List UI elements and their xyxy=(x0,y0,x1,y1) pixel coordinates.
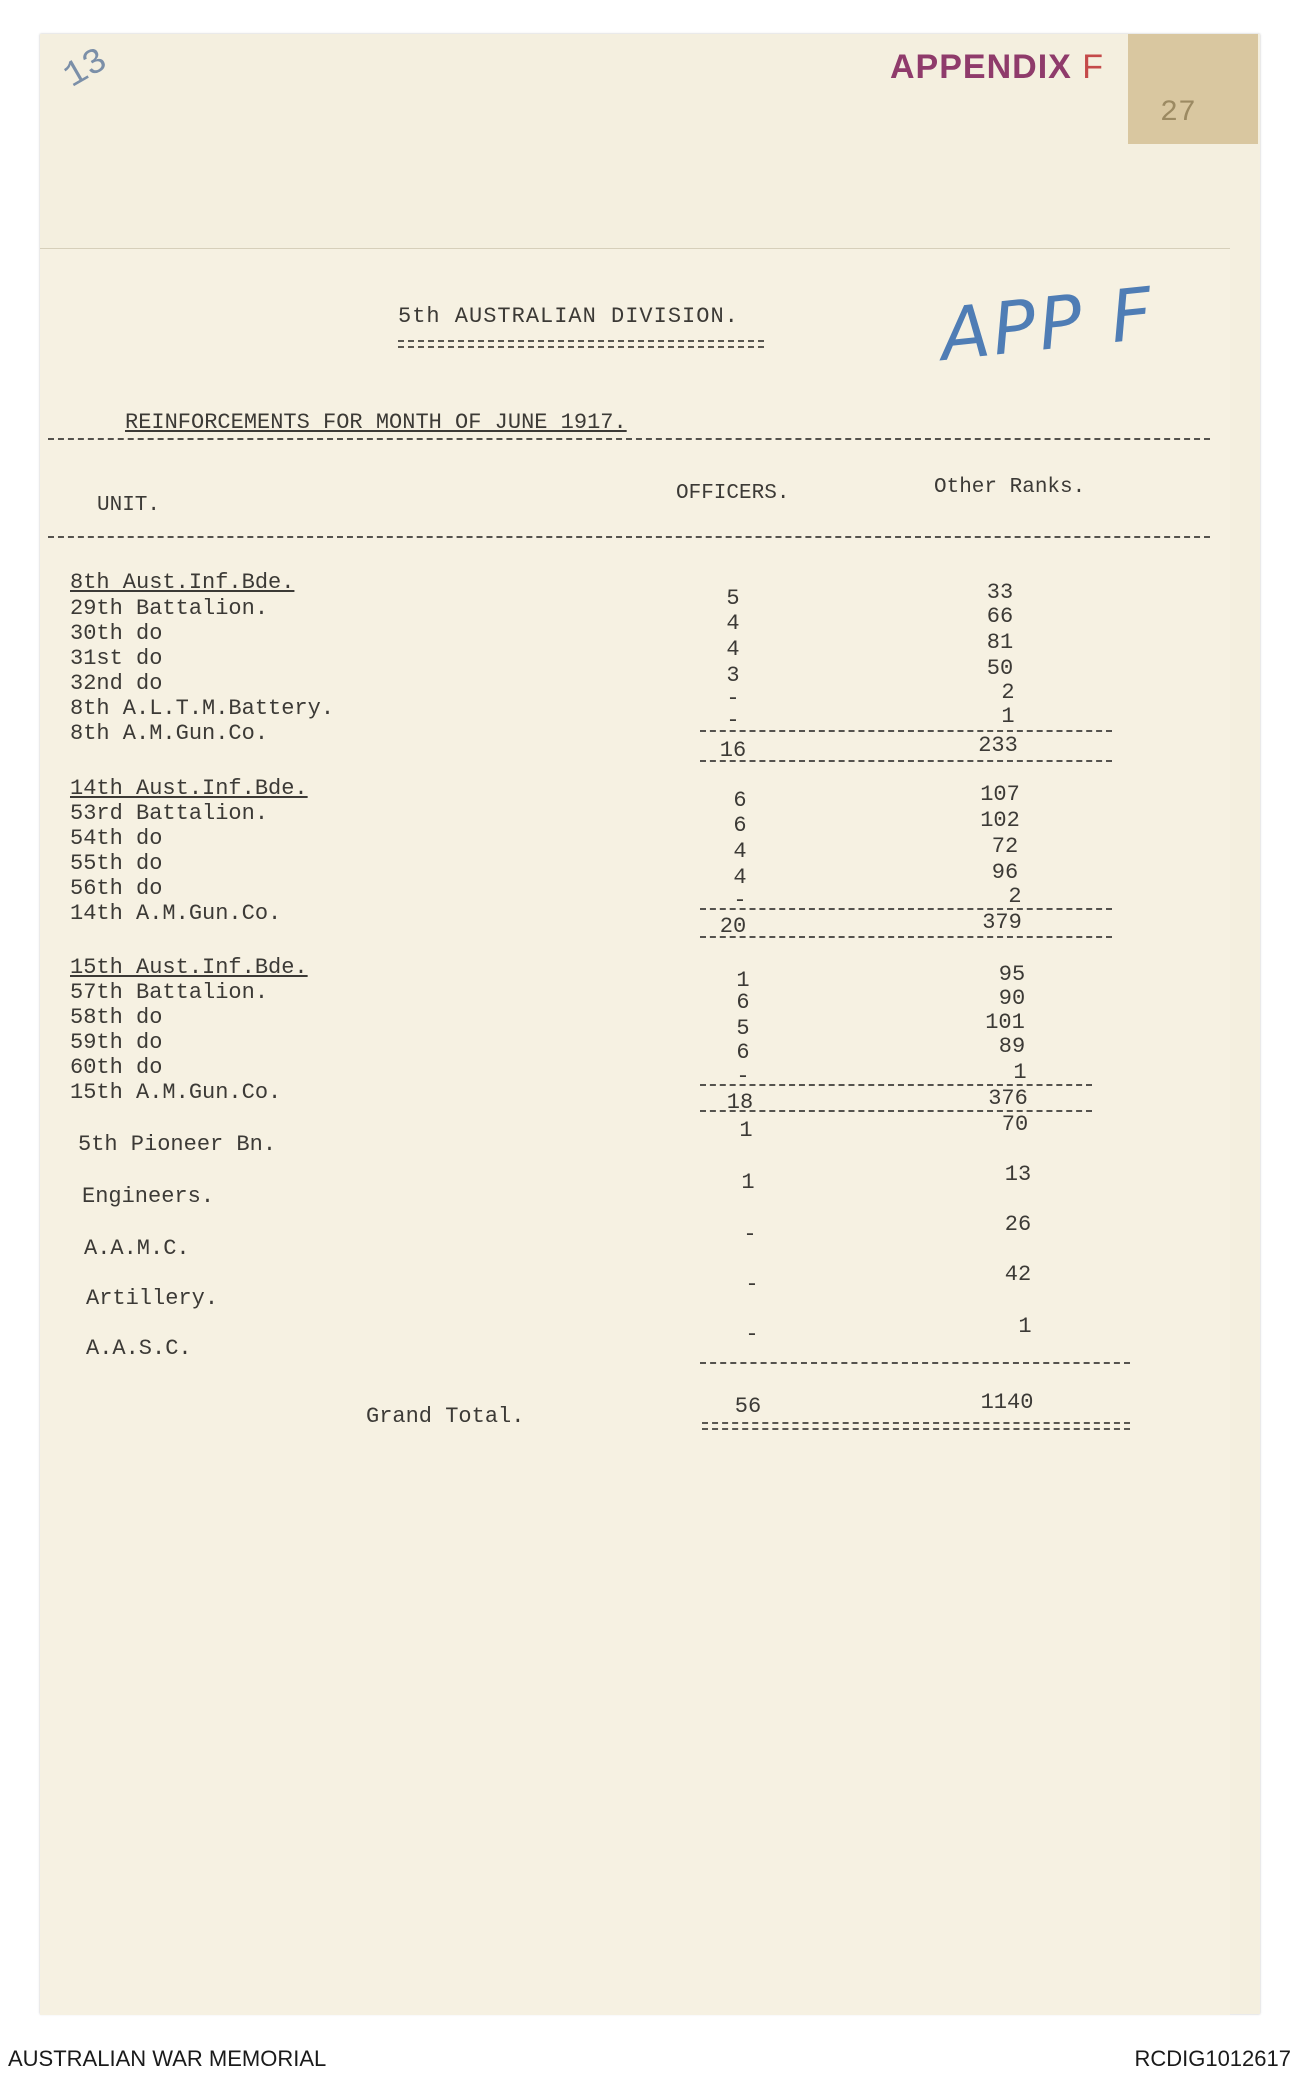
other-ranks-value: 1 xyxy=(1001,704,1015,729)
unit-name: Artillery. xyxy=(86,1286,219,1311)
officers-value: - xyxy=(726,708,740,733)
officers-value: 1 xyxy=(739,1118,753,1143)
column-header-officers: OFFICERS. xyxy=(676,482,790,505)
subtotal-other-ranks: 379 xyxy=(982,910,1022,935)
other-ranks-value: 42 xyxy=(1004,1262,1032,1287)
unit-name: 60th do xyxy=(70,1055,163,1080)
other-ranks-value: 33 xyxy=(986,580,1014,605)
grand-total-officers: 56 xyxy=(734,1394,762,1419)
other-ranks-value: 2 xyxy=(1008,884,1022,909)
other-ranks-value: 50 xyxy=(986,656,1014,681)
header-rule-top xyxy=(48,438,1210,440)
officers-value: 6 xyxy=(733,813,747,838)
brigade-heading: 14th Aust.Inf.Bde. xyxy=(70,776,308,801)
unit-name: 8th A.M.Gun.Co. xyxy=(70,721,269,746)
unit-name: 53rd Battalion. xyxy=(70,801,269,826)
other-ranks-value: 2 xyxy=(1001,680,1015,705)
officers-value: 6 xyxy=(733,788,747,813)
officers-value: 4 xyxy=(733,865,747,890)
brigade-heading: 8th Aust.Inf.Bde. xyxy=(70,570,295,595)
officers-value: 1 xyxy=(741,1170,755,1195)
grand-total-other-ranks: 1140 xyxy=(980,1390,1034,1415)
other-ranks-value: 13 xyxy=(1004,1162,1032,1187)
document-subtitle: REINFORCEMENTS FOR MONTH OF JUNE 1917. xyxy=(125,410,627,435)
unit-name: 15th A.M.Gun.Co. xyxy=(70,1080,282,1105)
officers-value: 6 xyxy=(736,990,750,1015)
officers-value: - xyxy=(745,1272,759,1297)
other-ranks-value: 66 xyxy=(986,604,1014,629)
officers-value: 1 xyxy=(736,968,750,993)
officers-value: 3 xyxy=(726,663,740,688)
grand-total-rule-top xyxy=(700,1362,1130,1364)
officers-value: 4 xyxy=(726,611,740,636)
officers-value: - xyxy=(743,1222,757,1247)
unit-name: 56th do xyxy=(70,876,163,901)
unit-name: 8th A.L.T.M.Battery. xyxy=(70,696,335,721)
other-ranks-value: 81 xyxy=(986,630,1014,655)
other-ranks-value: 96 xyxy=(991,860,1019,885)
other-ranks-value: 102 xyxy=(980,808,1020,833)
other-ranks-value: 72 xyxy=(991,834,1019,859)
grand-total-label: Grand Total. xyxy=(366,1404,525,1429)
other-ranks-value: 1 xyxy=(1018,1314,1032,1339)
unit-name: 30th do xyxy=(70,621,163,646)
unit-name: 55th do xyxy=(70,851,163,876)
subtotal-officers: 16 xyxy=(719,738,747,763)
unit-name: 32nd do xyxy=(70,671,163,696)
title-underline xyxy=(398,340,764,348)
other-ranks-value: 101 xyxy=(985,1010,1025,1035)
unit-name: 57th Battalion. xyxy=(70,980,269,1005)
unit-name: 58th do xyxy=(70,1005,163,1030)
officers-value: 5 xyxy=(726,586,740,611)
officers-value: - xyxy=(733,888,747,913)
column-header-unit: UNIT. xyxy=(97,494,161,517)
unit-name: 29th Battalion. xyxy=(70,596,269,621)
unit-name: 14th A.M.Gun.Co. xyxy=(70,901,282,926)
other-ranks-value: 1 xyxy=(1013,1060,1027,1085)
other-ranks-value: 70 xyxy=(1001,1112,1029,1137)
unit-name: 54th do xyxy=(70,826,163,851)
grand-total-double-rule xyxy=(702,1422,1130,1430)
officers-value: 4 xyxy=(733,839,747,864)
unit-name: 59th do xyxy=(70,1030,163,1055)
stamp-text: APPENDIX xyxy=(890,48,1072,86)
subtotal-other-ranks: 233 xyxy=(978,733,1018,758)
subtotal-rule xyxy=(700,730,1112,732)
other-ranks-value: 90 xyxy=(998,986,1026,1011)
footer-archive-name: AUSTRALIAN WAR MEMORIAL xyxy=(8,2046,327,2071)
brigade-heading: 15th Aust.Inf.Bde. xyxy=(70,955,308,980)
subtotal-rule xyxy=(700,760,1112,762)
other-ranks-value: 89 xyxy=(998,1034,1026,1059)
unit-name: A.A.S.C. xyxy=(86,1336,192,1361)
appendix-stamp xyxy=(890,48,1104,87)
footer-document-id: RCDIG1012617 xyxy=(1134,2046,1291,2071)
subtotal-other-ranks: 376 xyxy=(988,1086,1028,1111)
header-rule-bottom xyxy=(48,536,1210,538)
officers-value: 4 xyxy=(726,637,740,662)
unit-name: Engineers. xyxy=(82,1184,215,1209)
corner-number: 13 xyxy=(56,39,115,98)
other-ranks-value: 95 xyxy=(998,962,1026,987)
column-header-other-ranks: Other Ranks. xyxy=(934,476,1086,499)
unit-name: A.A.M.C. xyxy=(84,1236,190,1261)
unit-name: 31st do xyxy=(70,646,163,671)
subtotal-officers: 20 xyxy=(719,914,747,939)
handwritten-annotation: APP F xyxy=(936,270,1160,378)
subtotal-rule xyxy=(700,908,1112,910)
other-ranks-value: 26 xyxy=(1004,1212,1032,1237)
officers-value: - xyxy=(726,686,740,711)
officers-value: 5 xyxy=(736,1016,750,1041)
folio-number: 27 xyxy=(1160,96,1197,130)
stamp-letter: F xyxy=(1082,48,1105,86)
officers-value: - xyxy=(736,1064,750,1089)
unit-name: 5th Pioneer Bn. xyxy=(78,1132,277,1157)
subtotal-rule xyxy=(700,936,1112,938)
document-title: 5th AUSTRALIAN DIVISION. xyxy=(398,304,739,329)
subtotal-officers: 18 xyxy=(726,1090,754,1115)
officers-value: 6 xyxy=(736,1040,750,1065)
other-ranks-value: 107 xyxy=(980,782,1020,807)
officers-value: - xyxy=(745,1322,759,1347)
